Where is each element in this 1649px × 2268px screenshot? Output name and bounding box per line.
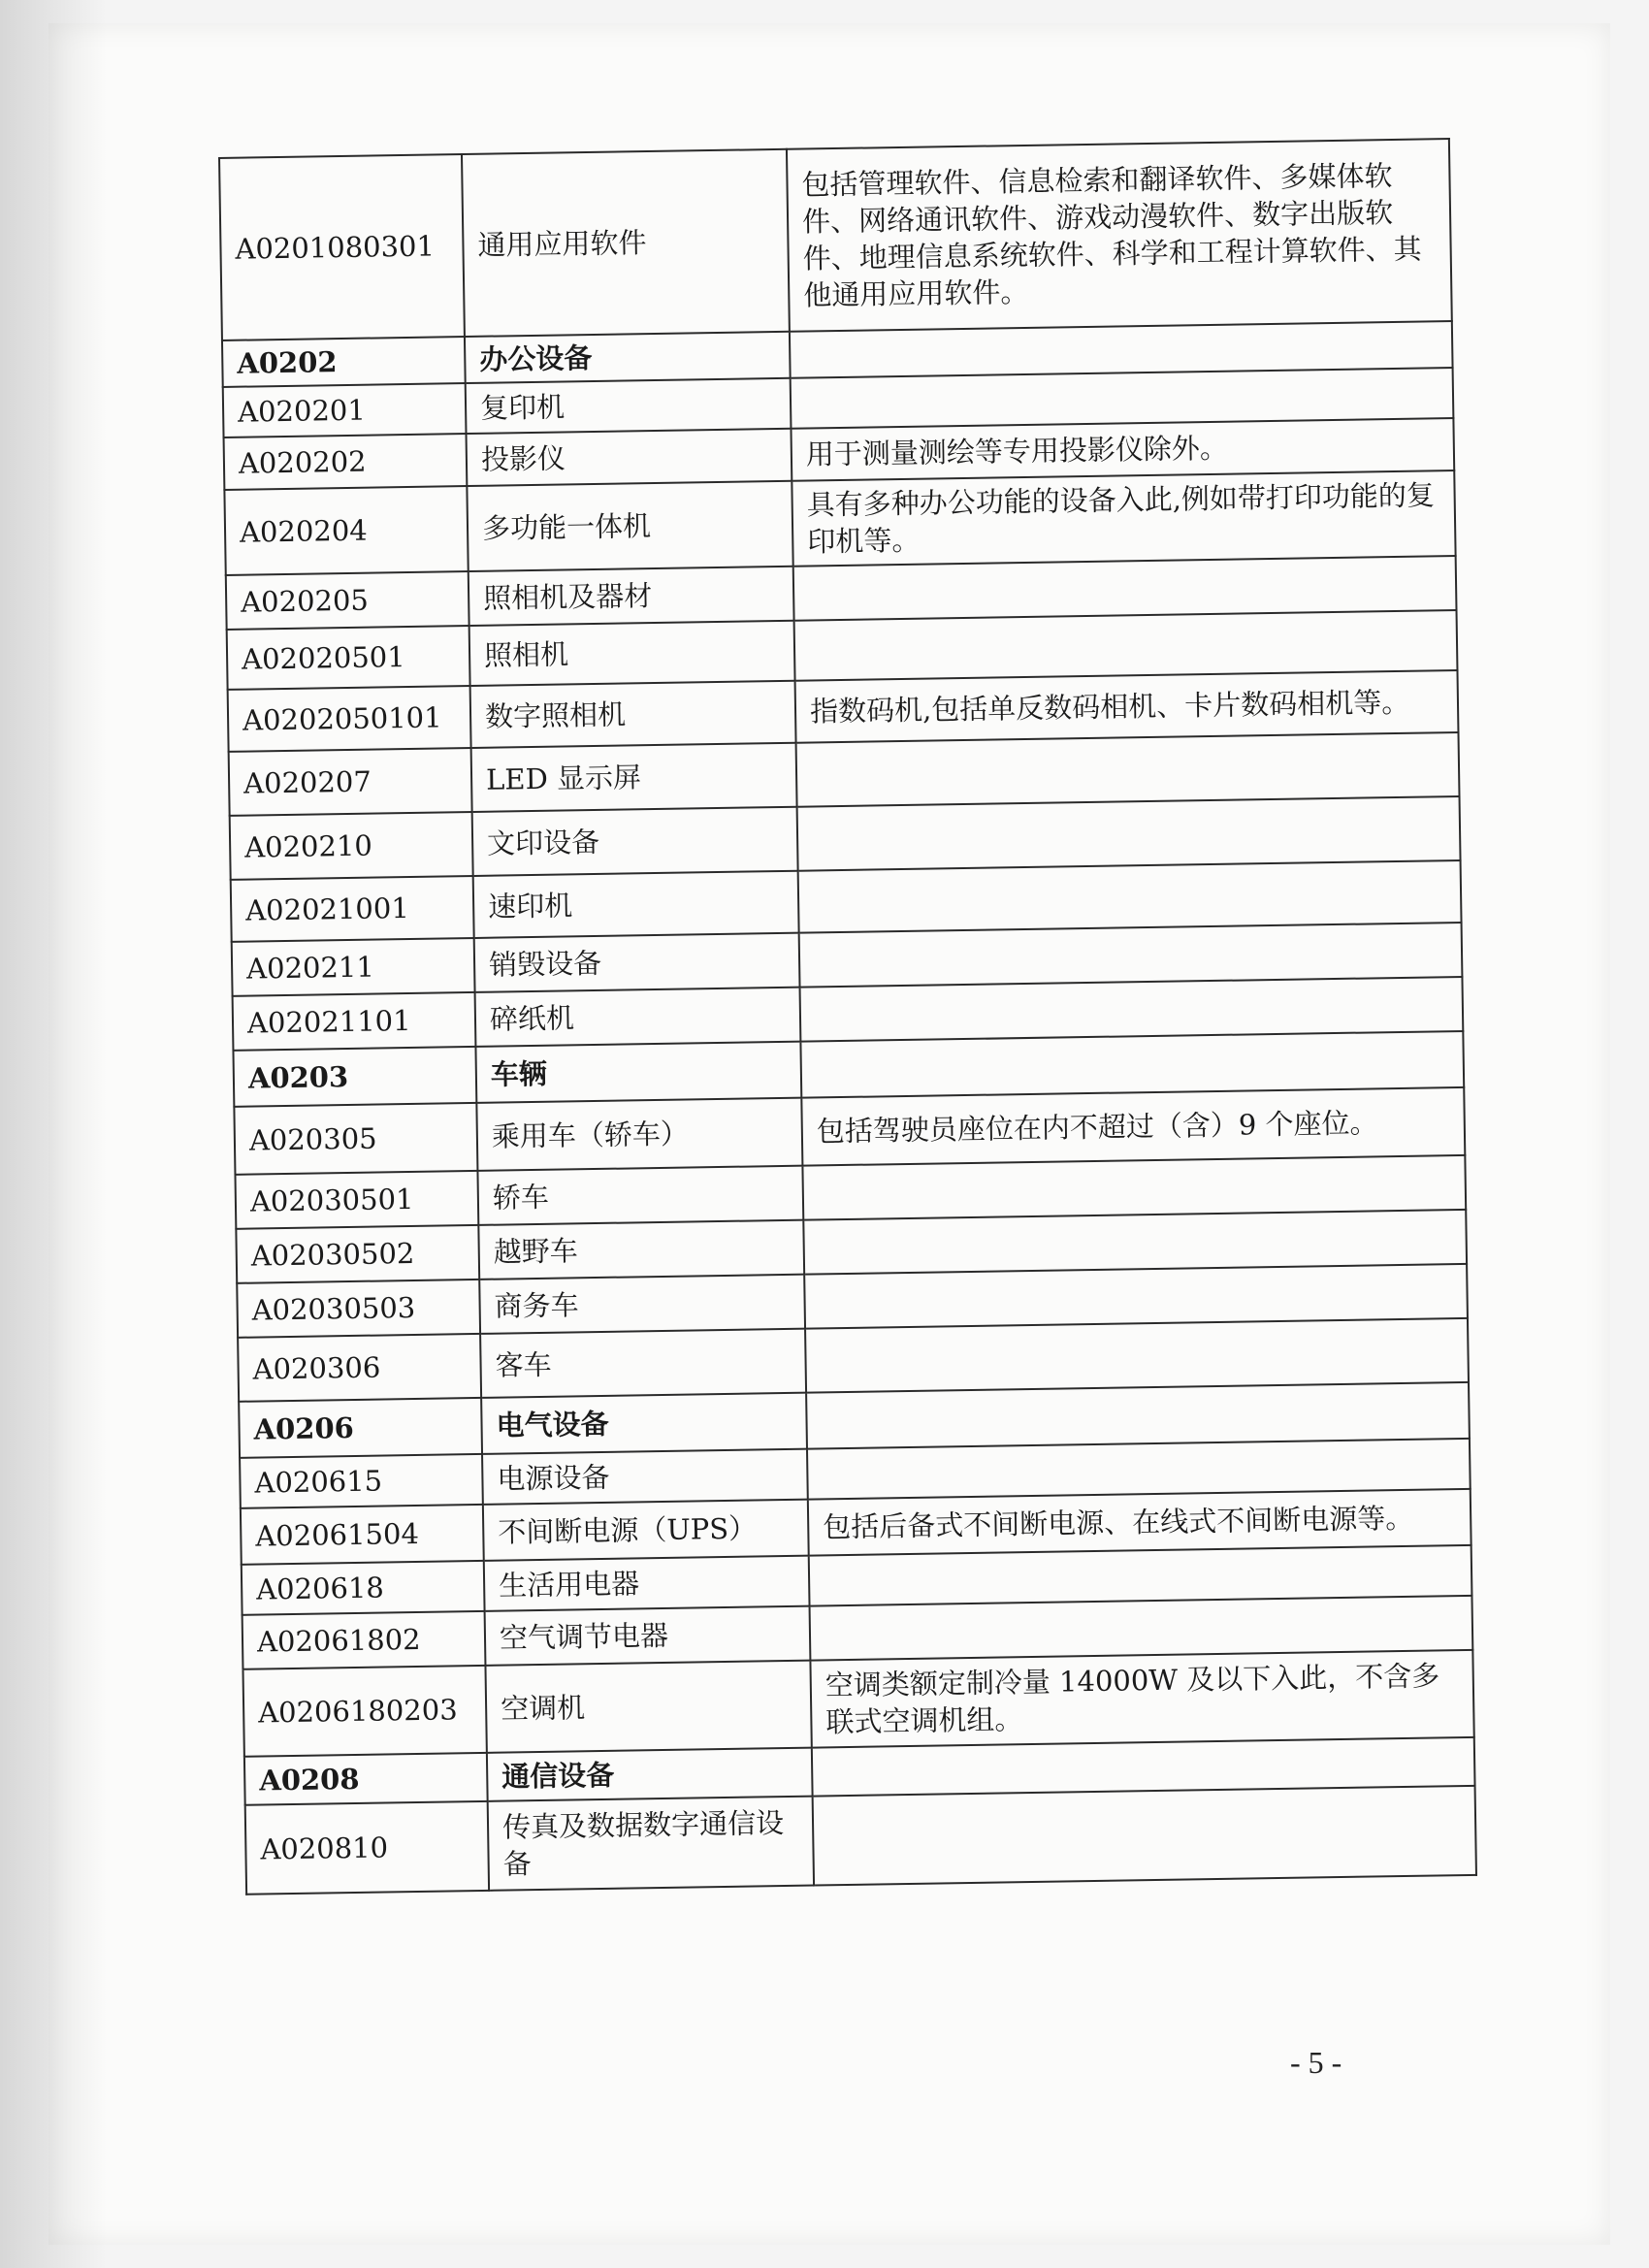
note-cell [813,1786,1476,1886]
name-cell: 商务车 [479,1275,805,1334]
name-cell: 碎纸机 [475,988,801,1047]
note-cell [797,796,1461,871]
code-cell: A020202 [224,434,468,490]
name-cell: 空调机 [485,1661,811,1753]
note-cell [806,1382,1470,1449]
code-cell: A0203 [233,1047,476,1107]
name-cell: 电气设备 [481,1393,807,1454]
code-cell: A020210 [230,812,473,880]
note-cell [800,1031,1464,1098]
code-cell: A020204 [224,486,468,575]
code-cell: A020306 [238,1334,481,1402]
note-cell [805,1318,1469,1393]
name-cell: 投影仪 [467,429,792,486]
page-number: - 5 - [1290,2045,1342,2080]
scan-shadow [0,0,107,2268]
code-cell: A020205 [226,571,469,630]
code-cell: A0202 [222,337,466,387]
code-cell: A0206 [239,1398,482,1458]
name-cell: 乘用车（轿车） [476,1098,802,1171]
code-cell: A02021001 [231,876,474,942]
code-cell: A02030503 [237,1280,480,1338]
name-cell: 数字照相机 [470,681,796,748]
code-cell: A02021101 [233,992,476,1051]
code-cell: A0208 [244,1753,488,1805]
code-cell: A02061802 [242,1611,486,1669]
name-cell: 空气调节电器 [485,1606,811,1666]
note-cell: 包括管理软件、信息检索和翻译软件、多媒体软件、网络通讯软件、游戏动漫软件、数字出版软件、地理信息系统软件、科学和工程计算软件、其他通用应用软件。 [787,139,1452,332]
name-cell: 车辆 [475,1042,801,1103]
name-cell: 照相机 [469,621,795,686]
note-cell: 空调类额定制冷量 14000W 及以下入此，不含多联式空调机组。 [810,1650,1473,1748]
note-cell: 包括后备式不间断电源、在线式不间断电源等。 [808,1489,1471,1556]
name-cell: 客车 [480,1329,806,1398]
name-cell: 传真及数据数字通信设备 [488,1797,814,1891]
name-cell: 照相机及器材 [469,567,794,626]
note-cell [798,860,1462,933]
code-cell: A020211 [232,938,475,996]
catalog-table-body [219,139,1476,1895]
code-cell: A0202050101 [228,686,471,752]
catalog-table [218,138,1477,1895]
note-cell [794,610,1458,681]
note-cell: 具有多种办公功能的设备入此,例如带打印功能的复印机等。 [792,470,1455,567]
code-cell: A02030501 [235,1171,478,1229]
name-cell: 通信设备 [487,1748,813,1801]
note-cell: 指数码机,包括单反数码相机、卡片数码相机等。 [795,670,1459,743]
code-cell: A020618 [242,1561,485,1615]
name-cell: 不间断电源（UPS） [483,1500,809,1561]
code-cell: A0201080301 [219,154,465,340]
code-cell: A020207 [229,748,472,816]
name-cell: 通用应用软件 [462,149,790,337]
note-cell: 包括驾驶员座位在内不超过（含）9 个座位。 [801,1087,1465,1166]
name-cell: 复印机 [466,378,792,434]
name-cell: 速印机 [473,871,799,938]
note-cell [796,732,1460,807]
code-cell: A0206180203 [242,1666,486,1757]
name-cell: 文印设备 [472,807,798,876]
code-cell: A02020501 [227,626,470,690]
note-cell: 用于测量测绘等专用投影仪除外。 [791,418,1454,481]
table-row [219,139,1452,340]
name-cell: 生活用电器 [484,1556,810,1611]
code-cell: A020201 [223,383,467,437]
code-cell: A020810 [245,1801,489,1895]
table-row [245,1786,1476,1895]
name-cell: 轿车 [477,1166,803,1225]
code-cell: A020305 [234,1103,477,1175]
code-cell: A02061504 [241,1505,484,1565]
name-cell: 办公设备 [465,332,791,383]
name-cell: LED 显示屏 [471,743,797,812]
name-cell: 电源设备 [482,1449,808,1505]
name-cell: 销毁设备 [474,933,800,992]
code-cell: A02030502 [236,1225,479,1283]
name-cell: 越野车 [478,1220,804,1280]
code-cell: A020615 [240,1454,483,1508]
name-cell: 多功能一体机 [467,481,792,571]
